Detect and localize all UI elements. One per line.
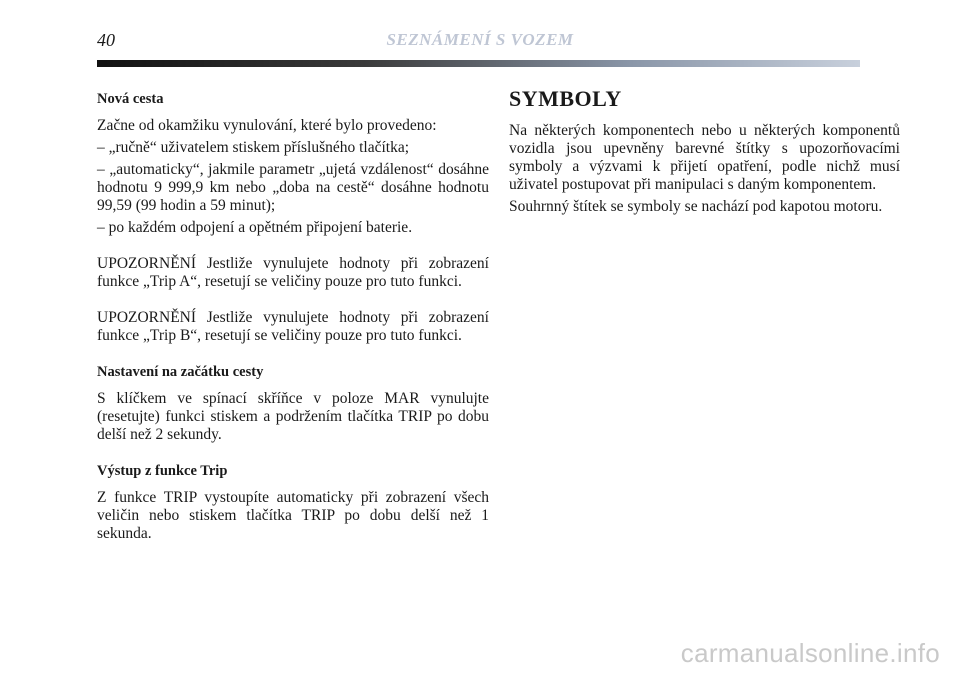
list-item-manual: – „ručně“ uživatelem stiskem příslušného tlačítka; bbox=[97, 139, 410, 156]
warning-trip-b: UPOZORNĚNÍ Jestliže vynulujete hodnoty při zobrazení funkce „Trip B“, resetují se veličiny pouze pro tuto funkci. bbox=[97, 309, 489, 344]
heading-new-trip: Nová cesta bbox=[97, 91, 164, 107]
running-header-title: SEZNÁMENÍ S VOZEM bbox=[386, 30, 574, 49]
paragraph-trip-exit: Z funkce TRIP vystoupíte automaticky při zobrazení všech veličin nebo stiskem tlačítka TRIP po dobu delší než 1 sekunda. bbox=[97, 489, 489, 542]
right-column bbox=[509, 86, 900, 220]
warning-trip-a: UPOZORNĚNÍ Jestliže vynulujete hodnoty při zobrazení funkce „Trip A“, resetují se veličiny pouze pro tuto funkci. bbox=[97, 255, 489, 290]
watermark: carmanualsonline.info bbox=[680, 638, 940, 668]
section-title-symbols: SYMBOLY bbox=[509, 86, 622, 111]
list-item-battery: – po každém odpojení a opětném připojení baterie. bbox=[97, 219, 413, 236]
paragraph-trip-reset: S klíčkem ve spínací skříňce v poloze MAR vynulujte (resetujte) funkci stiskem a podržením tlačítka TRIP po dobu delší než 2 sekundy. bbox=[97, 390, 489, 443]
paragraph-label-location: Souhrnný štítek se symboly se nachází pod kapotou motoru. bbox=[509, 198, 883, 215]
paragraph-trip-start: Začne od okamžiku vynulování, které bylo provedeno: bbox=[97, 117, 437, 134]
page-number: 40 bbox=[97, 30, 115, 50]
list-item-automatic: – „automaticky“, jakmile parametr „ujetá vzdálenost“ dosáhne hodnotu 9 999,9 km nebo „doba na cestě“ dosáhne hodnotu 99,59 (99 hodin a 59 minut); bbox=[97, 161, 489, 214]
left-column bbox=[97, 90, 489, 547]
paragraph-symbols: Na některých komponentech nebo u některých komponentů vozidla jsou upevněny barevné štítky s upozorňovacími symboly a výzvami k přijetí opatření, podle nichž musí uživatel postupovat při manipulaci s daným komponentem. bbox=[509, 122, 900, 193]
header-rule bbox=[97, 60, 860, 67]
heading-trip-reset: Nastavení na začátku cesty bbox=[97, 364, 264, 380]
heading-trip-exit: Výstup z funkce Trip bbox=[97, 463, 228, 479]
